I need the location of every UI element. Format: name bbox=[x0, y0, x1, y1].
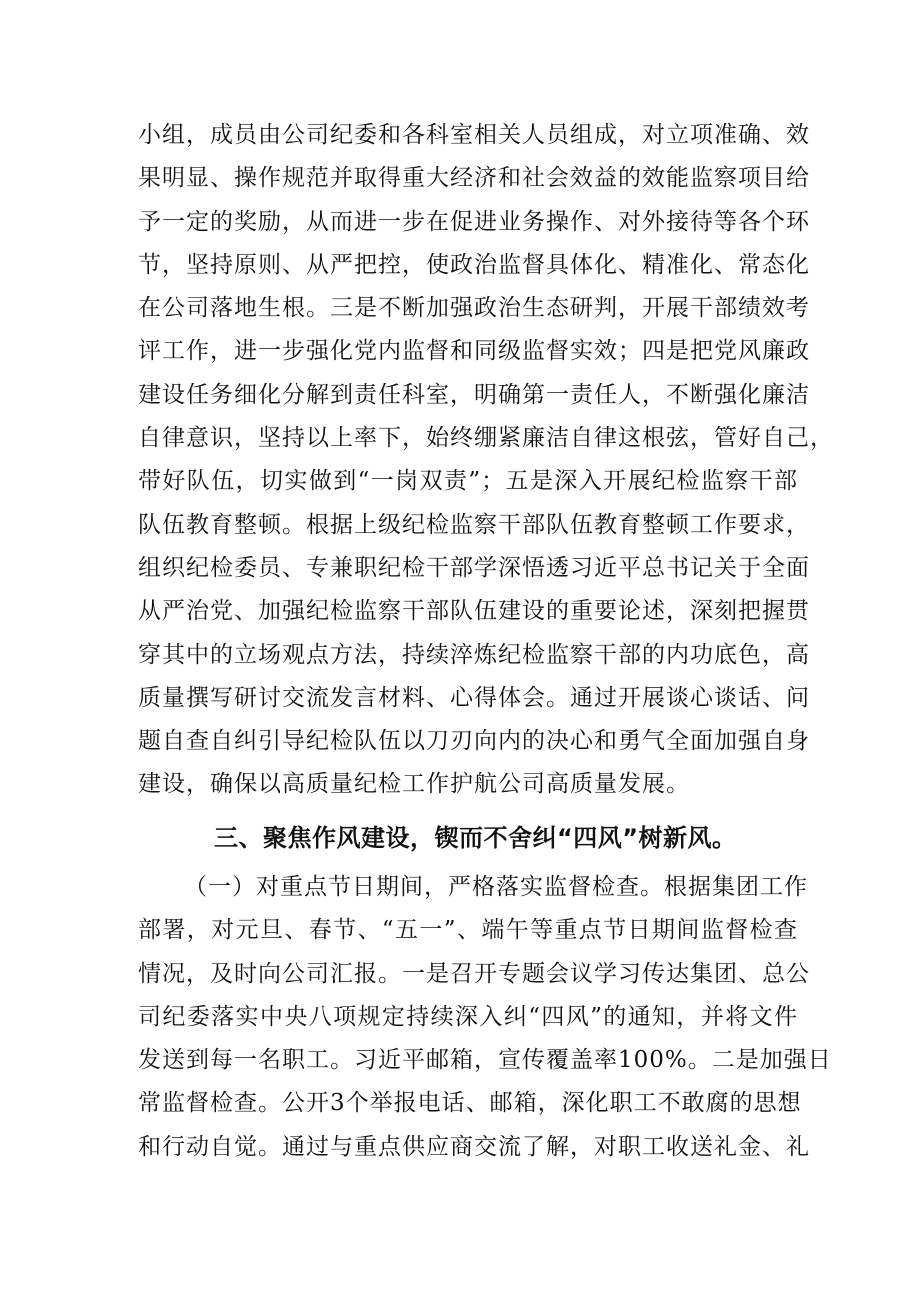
text-line: 司纪委落实中央八项规定持续深入纠“四风”的通知，并将文件 bbox=[138, 1003, 798, 1030]
text-line: 质量撰写研讨交流发言材料、心得体会。通过开展谈心谈话、问 bbox=[138, 684, 810, 711]
text-line: 节，坚持原则、从严把控，使政治监督具体化、精准化、常态化 bbox=[138, 251, 810, 278]
text-line: 组织纪检委员、专兼职纪检干部学深悟透习近平总书记关于全面 bbox=[138, 554, 810, 581]
text-line: 题自查自纠引导纪检队伍以刀刃向内的决心和勇气全面加强自身 bbox=[138, 728, 810, 755]
text-line: 常监督检查。公开3个举报电话、邮箱，深化职工不敢腐的思想 bbox=[138, 1090, 802, 1117]
text-line: （一）对重点节日期间，严格落实监督检查。根据集团工作 bbox=[184, 874, 808, 900]
text-line: 带好队伍，切实做到“一岗双责”；五是深入开展纪检监察干部 bbox=[138, 468, 798, 495]
text-line: 从严治党、加强纪检监察干部队伍建设的重要论述，深刻把握贯 bbox=[138, 598, 810, 625]
text-line: 建设任务细化分解到责任科室，明确第一责任人，不断强化廉洁 bbox=[138, 381, 810, 408]
text-line: 情况，及时向公司汇报。一是召开专题会议学习传达集团、总公 bbox=[138, 960, 810, 987]
text-line: 穿其中的立场观点方法，持续淬炼纪检监察干部的内功底色，高 bbox=[138, 641, 810, 668]
paragraph-body-1 bbox=[138, 114, 834, 807]
text-line: 队伍教育整顿。根据上级纪检监察干部队伍教育整顿工作要求， bbox=[138, 511, 810, 538]
text-line: 予一定的奖励，从而进一步在促进业务操作、对外接待等各个环 bbox=[138, 208, 810, 235]
paragraph-body-2 bbox=[138, 866, 832, 1169]
text-line: 果明显、操作规范并取得重大经济和社会效益的效能监察项目给 bbox=[138, 165, 810, 192]
text-line: 自律意识，坚持以上率下，始终绷紧廉洁自律这根弦，管好自己， bbox=[138, 425, 834, 452]
section-heading: 三、聚焦作风建设，锲而不舍纠“四风”树新风。 bbox=[214, 824, 737, 852]
text-line: 和行动自觉。通过与重点供应商交流了解，对职工收送礼金、礼 bbox=[138, 1133, 810, 1160]
text-line: 建设，确保以高质量纪检工作护航公司高质量发展。 bbox=[138, 771, 690, 798]
text-line: 评工作，进一步强化党内监督和同级监督实效；四是把党风廉政 bbox=[138, 338, 810, 365]
text-line: 发送到每一名职工。习近平邮箱，宣传覆盖率100%。二是加强日 bbox=[138, 1047, 832, 1074]
text-line: 部署，对元旦、春节、“五一”、端午等重点节日期间监督检查 bbox=[138, 917, 798, 944]
text-line: 小组，成员由公司纪委和各科室相关人员组成，对立项准确、效 bbox=[138, 122, 810, 148]
text-line: 在公司落地生根。三是不断加强政治生态研判，开展干部绩效考 bbox=[138, 295, 810, 322]
